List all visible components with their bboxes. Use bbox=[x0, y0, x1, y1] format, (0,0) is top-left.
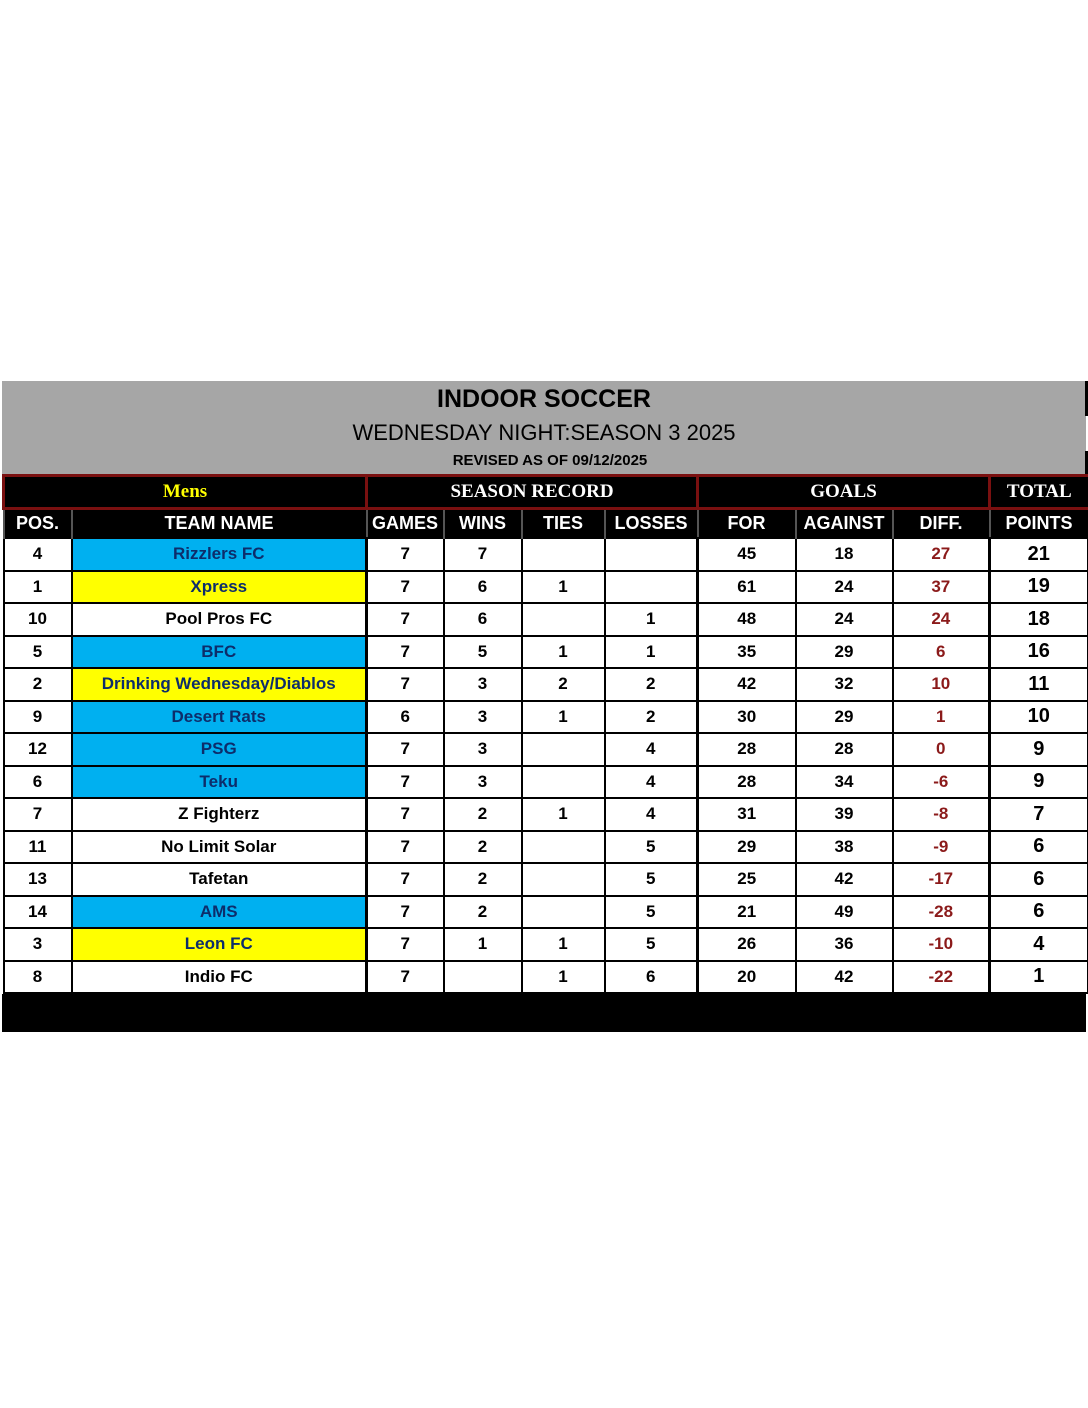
cell-diff: 1 bbox=[893, 701, 990, 734]
cell-losses: 2 bbox=[605, 668, 698, 701]
cell-ties: 1 bbox=[522, 571, 605, 604]
goals-header: GOALS bbox=[698, 476, 990, 509]
cell-losses bbox=[605, 538, 698, 571]
cell-diff: -6 bbox=[893, 766, 990, 799]
cell-losses: 4 bbox=[605, 733, 698, 766]
cell-wins: 2 bbox=[444, 798, 522, 831]
cell-games: 7 bbox=[367, 928, 444, 961]
cell-losses: 2 bbox=[605, 701, 698, 734]
cell-team: BFC bbox=[72, 636, 367, 669]
cell-losses: 5 bbox=[605, 928, 698, 961]
table-row bbox=[4, 603, 1088, 636]
cell-against: 24 bbox=[796, 571, 893, 604]
cell-games: 7 bbox=[367, 863, 444, 896]
cell-for: 28 bbox=[698, 766, 796, 799]
cell-against: 32 bbox=[796, 668, 893, 701]
cell-against: 24 bbox=[796, 603, 893, 636]
table-row bbox=[4, 636, 1088, 669]
cell-diff: 24 bbox=[893, 603, 990, 636]
cell-losses: 1 bbox=[605, 603, 698, 636]
cell-losses: 1 bbox=[605, 636, 698, 669]
cell-wins: 6 bbox=[444, 603, 522, 636]
revised-date: REVISED AS OF 09/12/2025 bbox=[452, 452, 648, 469]
title-block bbox=[2, 381, 1086, 474]
cell-losses bbox=[605, 571, 698, 604]
cell-for: 31 bbox=[698, 798, 796, 831]
cell-wins: 1 bbox=[444, 928, 522, 961]
cell-diff: 6 bbox=[893, 636, 990, 669]
cell-wins: 5 bbox=[444, 636, 522, 669]
cell-diff: -28 bbox=[893, 896, 990, 929]
col-points: POINTS bbox=[990, 509, 1088, 539]
cell-losses: 5 bbox=[605, 831, 698, 864]
col-ties: TIES bbox=[522, 509, 605, 539]
cell-team: Rizzlers FC bbox=[72, 538, 367, 571]
cell-against: 34 bbox=[796, 766, 893, 799]
cell-points: 4 bbox=[990, 928, 1088, 961]
cell-points: 16 bbox=[990, 636, 1088, 669]
cell-losses: 5 bbox=[605, 896, 698, 929]
cell-ties: 1 bbox=[522, 798, 605, 831]
cell-team: Xpress bbox=[72, 571, 367, 604]
cell-wins bbox=[444, 961, 522, 994]
cell-games: 7 bbox=[367, 538, 444, 571]
cell-wins: 6 bbox=[444, 571, 522, 604]
cell-ties: 1 bbox=[522, 701, 605, 734]
cell-diff: 0 bbox=[893, 733, 990, 766]
standings-table bbox=[2, 474, 1088, 994]
table-row bbox=[4, 831, 1088, 864]
cell-for: 29 bbox=[698, 831, 796, 864]
cell-games: 7 bbox=[367, 766, 444, 799]
cell-wins: 2 bbox=[444, 863, 522, 896]
cell-ties bbox=[522, 538, 605, 571]
cell-games: 7 bbox=[367, 668, 444, 701]
cell-team: Z Fighterz bbox=[72, 798, 367, 831]
cell-games: 7 bbox=[367, 831, 444, 864]
cell-diff: -10 bbox=[893, 928, 990, 961]
cell-ties bbox=[522, 896, 605, 929]
cell-losses: 4 bbox=[605, 766, 698, 799]
col-games: GAMES bbox=[367, 509, 444, 539]
column-header-row bbox=[4, 509, 1088, 539]
cell-pos: 12 bbox=[4, 733, 72, 766]
cell-ties bbox=[522, 766, 605, 799]
table-row bbox=[4, 928, 1088, 961]
table-row bbox=[4, 961, 1088, 994]
cell-points: 6 bbox=[990, 896, 1088, 929]
cell-wins: 3 bbox=[444, 701, 522, 734]
cell-against: 29 bbox=[796, 636, 893, 669]
cell-team: No Limit Solar bbox=[72, 831, 367, 864]
cell-ties: 1 bbox=[522, 928, 605, 961]
cell-wins: 3 bbox=[444, 668, 522, 701]
cell-against: 18 bbox=[796, 538, 893, 571]
footer-bar bbox=[2, 994, 1086, 1032]
cell-diff: -17 bbox=[893, 863, 990, 896]
cell-team: AMS bbox=[72, 896, 367, 929]
cell-games: 6 bbox=[367, 701, 444, 734]
cell-games: 7 bbox=[367, 798, 444, 831]
cell-points: 18 bbox=[990, 603, 1088, 636]
cell-team: Tafetan bbox=[72, 863, 367, 896]
cell-ties: 2 bbox=[522, 668, 605, 701]
cell-points: 6 bbox=[990, 863, 1088, 896]
cell-pos: 9 bbox=[4, 701, 72, 734]
cell-wins: 7 bbox=[444, 538, 522, 571]
cell-games: 7 bbox=[367, 733, 444, 766]
col-wins: WINS bbox=[444, 509, 522, 539]
cell-for: 30 bbox=[698, 701, 796, 734]
cell-for: 35 bbox=[698, 636, 796, 669]
cell-ties bbox=[522, 733, 605, 766]
page-title: INDOOR SOCCER bbox=[437, 385, 651, 413]
cell-pos: 13 bbox=[4, 863, 72, 896]
cell-diff: 37 bbox=[893, 571, 990, 604]
cell-against: 36 bbox=[796, 928, 893, 961]
col-for: FOR bbox=[698, 509, 796, 539]
cell-points: 9 bbox=[990, 733, 1088, 766]
cell-losses: 4 bbox=[605, 798, 698, 831]
cell-against: 42 bbox=[796, 961, 893, 994]
cell-games: 7 bbox=[367, 896, 444, 929]
division-label: Mens bbox=[4, 476, 367, 509]
cell-team: Desert Rats bbox=[72, 701, 367, 734]
table-row bbox=[4, 896, 1088, 929]
standings-sheet bbox=[2, 381, 1086, 1032]
cell-points: 9 bbox=[990, 766, 1088, 799]
cell-pos: 4 bbox=[4, 538, 72, 571]
page-subtitle: WEDNESDAY NIGHT:SEASON 3 2025 bbox=[352, 420, 736, 445]
cell-team: Teku bbox=[72, 766, 367, 799]
cell-wins: 3 bbox=[444, 733, 522, 766]
table-row bbox=[4, 863, 1088, 896]
table-row bbox=[4, 701, 1088, 734]
table-row bbox=[4, 798, 1088, 831]
table-row bbox=[4, 571, 1088, 604]
cell-for: 28 bbox=[698, 733, 796, 766]
table-row bbox=[4, 733, 1088, 766]
cell-points: 6 bbox=[990, 831, 1088, 864]
cell-against: 42 bbox=[796, 863, 893, 896]
cell-pos: 11 bbox=[4, 831, 72, 864]
cell-pos: 6 bbox=[4, 766, 72, 799]
cell-games: 7 bbox=[367, 961, 444, 994]
cell-points: 19 bbox=[990, 571, 1088, 604]
cell-wins: 3 bbox=[444, 766, 522, 799]
cell-pos: 7 bbox=[4, 798, 72, 831]
cell-for: 61 bbox=[698, 571, 796, 604]
cell-ties: 1 bbox=[522, 636, 605, 669]
cell-diff: 10 bbox=[893, 668, 990, 701]
cell-games: 7 bbox=[367, 603, 444, 636]
col-team-name: TEAM NAME bbox=[72, 509, 367, 539]
cell-pos: 8 bbox=[4, 961, 72, 994]
cell-points: 10 bbox=[990, 701, 1088, 734]
col-pos: POS. bbox=[4, 509, 72, 539]
col-against: AGAINST bbox=[796, 509, 893, 539]
cell-wins: 2 bbox=[444, 831, 522, 864]
cell-ties bbox=[522, 831, 605, 864]
season-record-header: SEASON RECORD bbox=[367, 476, 698, 509]
cell-diff: 27 bbox=[893, 538, 990, 571]
cell-diff: -9 bbox=[893, 831, 990, 864]
cell-team: PSG bbox=[72, 733, 367, 766]
table-row bbox=[4, 766, 1088, 799]
cell-ties: 1 bbox=[522, 961, 605, 994]
cell-points: 11 bbox=[990, 668, 1088, 701]
cell-team: Indio FC bbox=[72, 961, 367, 994]
group-header-row bbox=[4, 476, 1088, 509]
cell-diff: -8 bbox=[893, 798, 990, 831]
cell-team: Drinking Wednesday/Diablos bbox=[72, 668, 367, 701]
cell-pos: 5 bbox=[4, 636, 72, 669]
cell-points: 1 bbox=[990, 961, 1088, 994]
cell-against: 39 bbox=[796, 798, 893, 831]
cell-for: 20 bbox=[698, 961, 796, 994]
table-row bbox=[4, 668, 1088, 701]
cell-points: 7 bbox=[990, 798, 1088, 831]
table-row bbox=[4, 538, 1088, 571]
cell-losses: 5 bbox=[605, 863, 698, 896]
cell-ties bbox=[522, 863, 605, 896]
cell-against: 49 bbox=[796, 896, 893, 929]
cell-for: 25 bbox=[698, 863, 796, 896]
cell-against: 28 bbox=[796, 733, 893, 766]
cell-team: Pool Pros FC bbox=[72, 603, 367, 636]
cell-losses: 6 bbox=[605, 961, 698, 994]
cell-for: 42 bbox=[698, 668, 796, 701]
cell-team: Leon FC bbox=[72, 928, 367, 961]
col-diff: DIFF. bbox=[893, 509, 990, 539]
cell-ties bbox=[522, 603, 605, 636]
cell-games: 7 bbox=[367, 571, 444, 604]
cell-for: 26 bbox=[698, 928, 796, 961]
cell-pos: 14 bbox=[4, 896, 72, 929]
cell-against: 38 bbox=[796, 831, 893, 864]
cell-for: 45 bbox=[698, 538, 796, 571]
cell-pos: 1 bbox=[4, 571, 72, 604]
cell-pos: 10 bbox=[4, 603, 72, 636]
total-header: TOTAL bbox=[990, 476, 1088, 509]
cell-pos: 3 bbox=[4, 928, 72, 961]
cell-for: 48 bbox=[698, 603, 796, 636]
cell-diff: -22 bbox=[893, 961, 990, 994]
cell-games: 7 bbox=[367, 636, 444, 669]
col-losses: LOSSES bbox=[605, 509, 698, 539]
cell-wins: 2 bbox=[444, 896, 522, 929]
cell-points: 21 bbox=[990, 538, 1088, 571]
cell-pos: 2 bbox=[4, 668, 72, 701]
cell-for: 21 bbox=[698, 896, 796, 929]
cell-against: 29 bbox=[796, 701, 893, 734]
